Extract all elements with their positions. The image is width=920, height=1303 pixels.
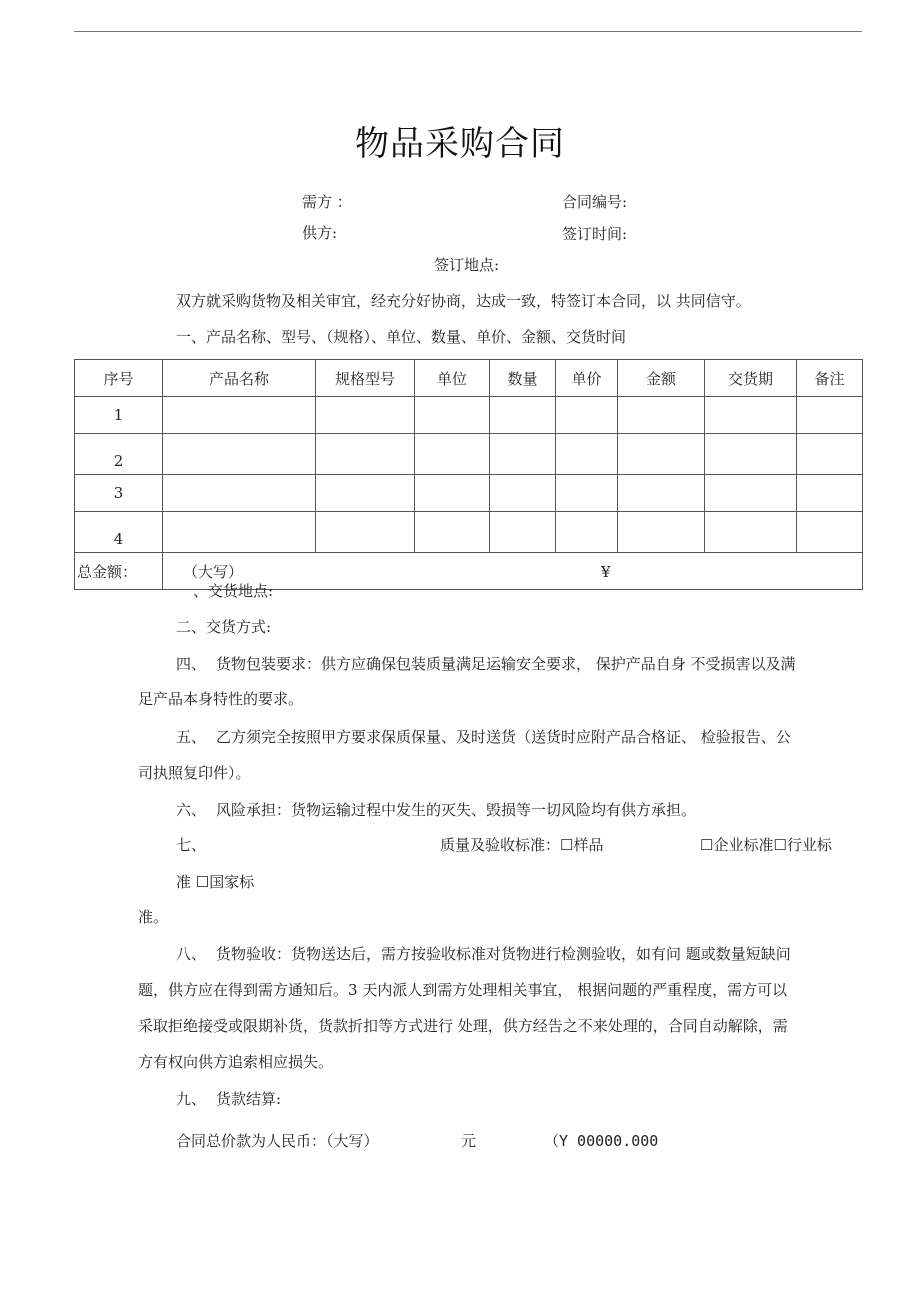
col-header: 金额 [618,360,705,397]
total-daxie: （大写） [183,562,244,581]
table-cell[interactable] [797,434,863,475]
contract-price-amount: （Y 00000.000 [544,1132,659,1150]
clause-8-number: 八、 [176,945,207,963]
table-header-row [75,360,863,397]
table-cell[interactable] [316,397,415,434]
page-title: 物品采购合同 [355,124,565,164]
clause-9-number: 九、 [176,1090,207,1108]
table-cell[interactable] [163,434,316,475]
contract-no-label: 合同编号: [562,193,628,211]
contract-price-unit: 元 [461,1132,477,1150]
table-cell[interactable] [163,475,316,512]
table-cell[interactable] [490,475,556,512]
col-header: 数量 [490,360,556,397]
table-cell[interactable] [797,397,863,434]
table-cell[interactable] [705,475,797,512]
col-header: 单价 [556,360,618,397]
table-cell[interactable] [415,397,490,434]
clause-8-line2: 题，供方应在得到需方通知后。3 天内派人到需方处理相关事宜， 根据问题的严重程度，需方可以 [138,981,788,999]
row-number: 3 [75,475,163,512]
table-cell[interactable] [415,512,490,553]
table-cell[interactable] [316,434,415,475]
clause-7-line3: 准。 [138,908,169,926]
clause-8-line4: 方有权向供方追索相应损失。 [138,1053,334,1071]
clause-6-number: 六、 [176,801,207,819]
clause-5-line1 [176,727,791,747]
table-cell[interactable] [316,475,415,512]
row-number: 2 [75,434,163,475]
clause-5-text: 乙方须完全按照甲方要求保质保量、及时送货（送货时应附产品合格证、 检验报告、公 [216,728,791,746]
clause-6-text: 风险承担：货物运输过程中发生的灭失、毁损等一切风险均有供方承担。 [216,801,697,819]
supplier-label: 供方: [302,224,338,242]
sign-place-label: 签订地点: [434,256,500,274]
table-row [75,397,863,434]
table-cell[interactable] [163,512,316,553]
col-header: 交货期 [705,360,797,397]
col-header: 序号 [75,360,163,397]
table-cell[interactable] [556,397,618,434]
sign-date-label: 签订时间: [562,225,628,243]
clause-4-line2: 足产品本身特性的要求。 [138,690,304,708]
clause-8-text: 货物验收：货物送达后，需方按验收标准对货物进行检测验收，如有问 题或数量短缺问 [216,945,791,963]
table-cell[interactable] [797,512,863,553]
col-header: 备注 [797,360,863,397]
table-cell[interactable] [556,512,618,553]
table-cell[interactable] [618,434,705,475]
buyer-label: 需方 ： [302,193,352,211]
clause-5-line2: 司执照复印件）。 [138,764,251,782]
clause-6-line1 [176,800,696,820]
clause-7-number: 七、 [176,836,207,854]
delivery-place-label: 、交货地点: [193,582,274,600]
clause-5-number: 五、 [176,728,207,746]
delivery-method-label: 二、交货方式: [176,618,272,636]
table-cell[interactable] [618,475,705,512]
col-header: 规格型号 [316,360,415,397]
clause-8-line1 [176,944,791,964]
clause-4-number: 四、 [176,655,207,673]
table-cell[interactable] [490,512,556,553]
table-cell[interactable] [618,397,705,434]
table-cell[interactable] [163,397,316,434]
header-rule [74,31,862,32]
table-cell[interactable] [490,397,556,434]
clause-4-text: 货物包装要求：供方应确保包装质量满足运输安全要求， 保护产品自身 不受损害以及满 [216,655,796,673]
clause-7-options: ☐企业标准☐行业标 [700,836,832,854]
table-cell[interactable] [705,434,797,475]
clause-9-text: 货款结算: [216,1090,282,1108]
table-cell[interactable] [316,512,415,553]
table-cell[interactable] [705,512,797,553]
table-cell[interactable] [415,475,490,512]
table-cell[interactable] [415,434,490,475]
clause-7-line2: 准 ☐国家标 [176,873,255,891]
row-number: 4 [75,512,163,553]
clause-9-line1 [176,1089,281,1109]
product-table [74,359,863,590]
table-cell[interactable] [618,512,705,553]
col-header: 单位 [415,360,490,397]
currency-symbol: ¥ [601,562,611,581]
section1-title: 一、产品名称、型号、（规格）、单位、数量、单价、金额、交货时间 [176,328,627,346]
total-label: 总金额： [75,553,163,590]
table-cell[interactable] [705,397,797,434]
table-cell[interactable] [797,475,863,512]
table-cell[interactable] [490,434,556,475]
clause-7-text: 质量及验收标准：☐样品 [440,836,604,854]
table-row [75,434,863,475]
col-header: 产品名称 [163,360,316,397]
clause-8-line3: 采取拒绝接受或限期补货，货款折扣等方式进行 处理，供方经告之不来处理的，合同自动解除，需 [138,1017,788,1035]
intro-text: 双方就采购货物及相关审宜，经充分好协商，达成一致，特签订本合同，以 共同信守。 [176,292,751,310]
table-row [75,512,863,553]
row-number: 1 [75,397,163,434]
table-row [75,475,863,512]
clause-4-line1 [176,654,796,674]
table-cell[interactable] [556,475,618,512]
contract-price-label: 合同总价款为人民币：（大写） [176,1132,379,1150]
table-cell[interactable] [556,434,618,475]
